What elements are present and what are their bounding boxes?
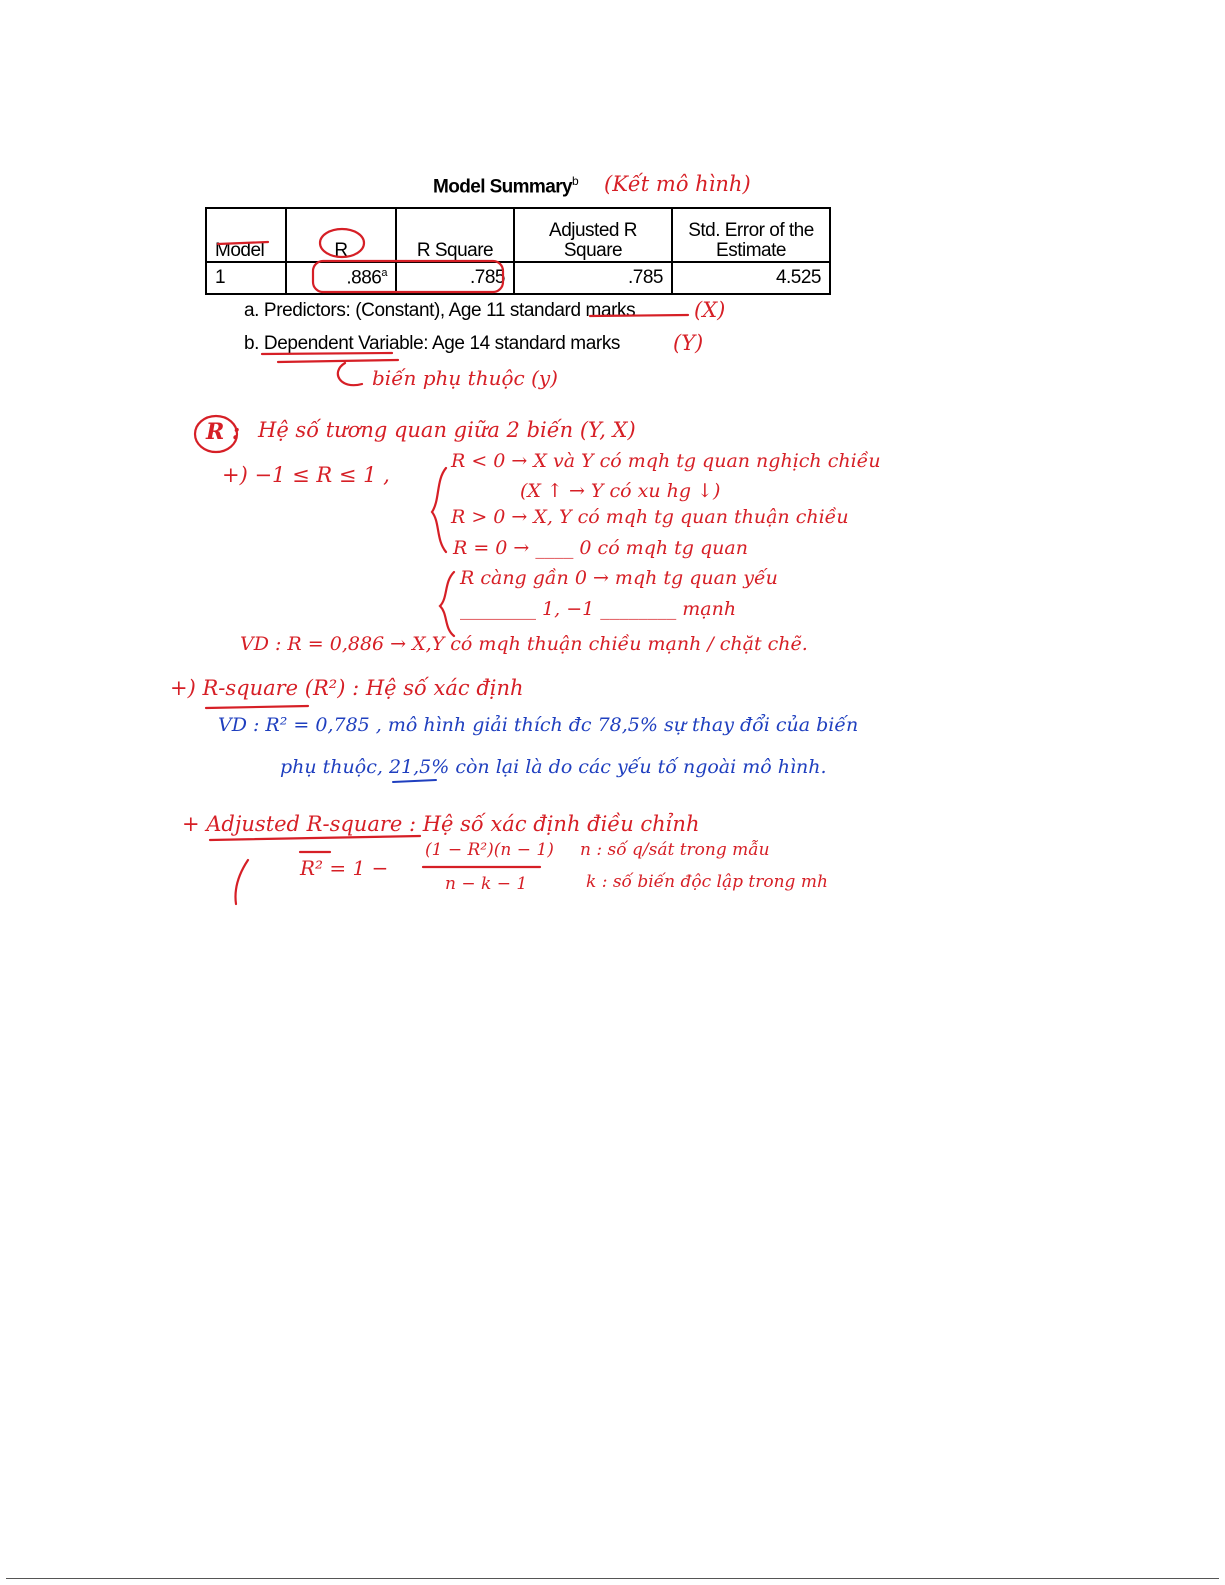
page-bottom-rule bbox=[6, 1578, 1219, 1579]
title-handnote: (Kết mô hình) bbox=[604, 172, 751, 196]
dependent-underline bbox=[278, 360, 398, 362]
footnote-a: a. Predictors: (Constant), Age 11 standard marks bbox=[244, 300, 636, 321]
formula-lhs: R² = 1 − bbox=[300, 856, 389, 880]
formula-n-def: n : số q/sát trong mẫu bbox=[580, 840, 770, 860]
cell-std-error: 4.525 bbox=[672, 262, 830, 294]
standard-marks-underline bbox=[590, 315, 688, 316]
r-near-zero: R càng gần 0 → mqh tg quan yếu bbox=[460, 567, 778, 589]
formula-k-def: k : số biến độc lập trong mh bbox=[586, 872, 828, 892]
rsquare-underline bbox=[206, 706, 308, 708]
cell-r: .886$^a$ bbox=[286, 262, 396, 294]
r-letter: R : bbox=[206, 419, 241, 445]
formula-denominator: n − k − 1 bbox=[445, 874, 528, 894]
percent-underline bbox=[393, 780, 436, 782]
table-title: Model Summary$^b$ bbox=[433, 174, 579, 198]
footnote-b: b. Dependent Variable: Age 14 standard marks bbox=[244, 333, 621, 354]
r-positive: R > 0 → X, Y có mqh tg quan thuận chiều bbox=[451, 506, 849, 528]
header-adjusted-r-square: Adjusted R Square bbox=[514, 208, 672, 262]
r-near-one: ________ 1, −1 ________ mạnh bbox=[460, 598, 737, 620]
rsquare-example-1: VD : R² = 0,785 , mô hình giải thích đc 78,5% sự thay đổi của biến bbox=[218, 714, 859, 736]
model-underline bbox=[218, 242, 268, 244]
r-header-circle bbox=[320, 229, 364, 257]
header-r-square: R Square bbox=[396, 208, 514, 262]
r-zero: R = 0 → ____ 0 có mqh tg quan bbox=[453, 537, 748, 559]
x-mark: (X) bbox=[694, 298, 726, 322]
brace-1 bbox=[432, 468, 446, 552]
header-model: Model bbox=[206, 208, 286, 262]
r-heading: Hệ số tương quan giữa 2 biến (Y, X) bbox=[258, 418, 636, 442]
adjusted-heading: + Adjusted R-square : Hệ số xác định điều chỉnh bbox=[182, 812, 700, 836]
cell-model: 1 bbox=[206, 262, 286, 294]
dependent-handnote: biến phụ thuộc (y) bbox=[372, 366, 558, 390]
r-negative-detail: (X ↑ → Y có xu hg ↓) bbox=[520, 480, 721, 502]
r-range: +) −1 ≤ R ≤ 1 , bbox=[222, 463, 390, 487]
hook-arrow bbox=[338, 363, 362, 385]
r-example: VD : R = 0,886 → X,Y có mqh thuận chiều mạnh / chặt chẽ. bbox=[240, 633, 808, 655]
y-mark: (Y) bbox=[673, 331, 704, 355]
r-negative: R < 0 → X và Y có mqh tg quan nghịch chiều bbox=[451, 450, 881, 472]
rsquare-example-2: phụ thuộc, 21,5% còn lại là do các yếu tố ngoài mô hình. bbox=[280, 756, 827, 778]
cell-r-square: .785 bbox=[396, 262, 514, 294]
formula-numerator: (1 − R²)(n − 1) bbox=[425, 840, 554, 860]
highlight-box bbox=[313, 261, 503, 292]
cell-adjusted-r-square: .785 bbox=[514, 262, 672, 294]
bracket-stroke bbox=[236, 860, 249, 904]
brace-2 bbox=[440, 572, 454, 636]
header-r: R bbox=[286, 208, 396, 262]
header-std-error: Std. Error of the Estimate bbox=[672, 208, 830, 262]
adjusted-underline bbox=[210, 836, 420, 840]
rsquare-heading: +) R-square (R²) : Hệ số xác định bbox=[170, 676, 524, 700]
